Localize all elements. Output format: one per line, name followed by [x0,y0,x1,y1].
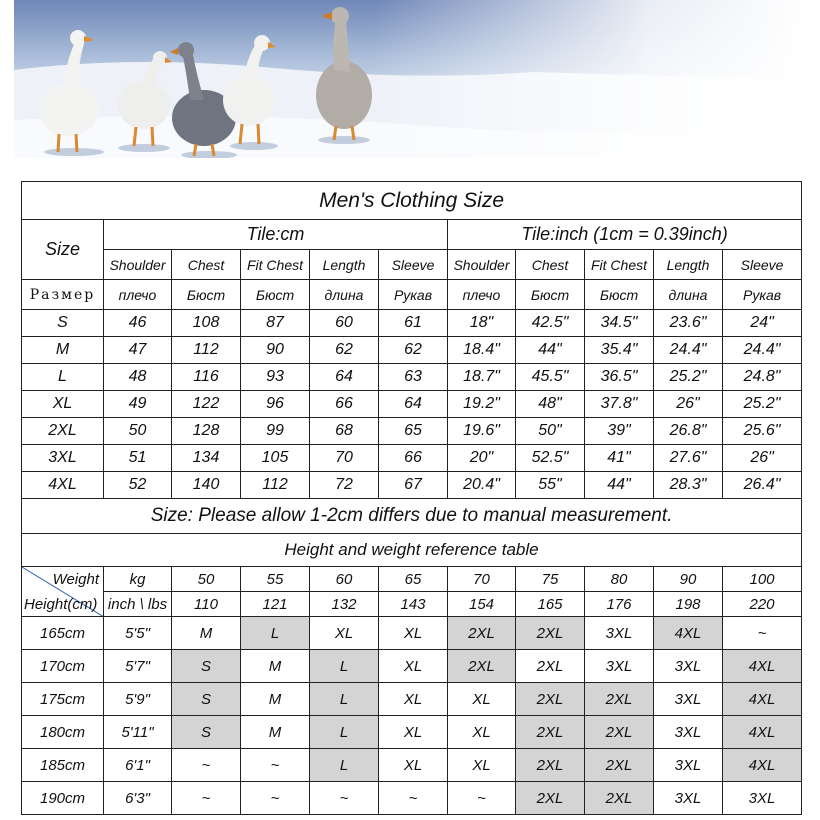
cm-value: 122 [172,391,241,418]
height-inch: 6'3" [104,782,172,815]
inch-value: 39" [585,418,654,445]
russian-size-label: Размер [22,280,104,310]
recommended-size: XL [379,749,448,782]
recommended-size: 2XL [516,782,585,815]
cm-value: 46 [104,310,172,337]
recommended-size: L [310,683,379,716]
lbs-value: 143 [379,592,448,617]
hw-row [22,617,802,650]
measurement-note: Size: Please allow 1-2cm differs due to manual measurement. [22,499,802,534]
cm-value: 116 [172,364,241,391]
lbs-value: 165 [516,592,585,617]
cm-value: 128 [172,418,241,445]
recommended-size: XL [448,683,516,716]
inch-value: 25.6" [723,418,802,445]
col-header: Length [654,250,723,280]
size-row [22,445,802,472]
hw-row [22,749,802,782]
size-header: Size [22,220,104,280]
banner-image [14,0,809,158]
recommended-size: 3XL [654,716,723,749]
height-cm: 175cm [22,683,104,716]
inch-value: 26" [723,445,802,472]
recommended-size: XL [310,617,379,650]
cm-value: 64 [310,364,379,391]
cm-value: 47 [104,337,172,364]
recommended-size: 4XL [723,650,802,683]
recommended-size: 4XL [723,716,802,749]
recommended-size: 3XL [723,782,802,815]
col-header: Chest [172,250,241,280]
height-cm: 170cm [22,650,104,683]
kg-value: 55 [241,567,310,592]
inch-value: 19.6" [448,418,516,445]
weight-height-corner [22,567,104,617]
cm-value: 50 [104,418,172,445]
col-header: Fit Chest [241,250,310,280]
inch-value: 50" [516,418,585,445]
cm-value: 72 [310,472,379,499]
inch-value: 36.5" [585,364,654,391]
inch-value: 55" [516,472,585,499]
kg-value: 70 [448,567,516,592]
cm-value: 99 [241,418,310,445]
inch-value: 24.4" [723,337,802,364]
inch-value: 27.6" [654,445,723,472]
recommended-size: 2XL [516,617,585,650]
inch-value: 25.2" [654,364,723,391]
recommended-size: ~ [172,782,241,815]
geese-photo [14,0,809,158]
cm-value: 49 [104,391,172,418]
recommended-size: ~ [310,782,379,815]
cm-value: 105 [241,445,310,472]
inch-value: 42.5" [516,310,585,337]
inch-value: 35.4" [585,337,654,364]
col-header: Sleeve [723,250,802,280]
cm-value: 61 [379,310,448,337]
col-header: Sleeve [379,250,448,280]
recommended-size: 2XL [448,617,516,650]
recommended-size: S [172,683,241,716]
size-label: 3XL [22,445,104,472]
recommended-size: 2XL [585,683,654,716]
recommended-size: 2XL [448,650,516,683]
hw-row [22,683,802,716]
col-header-ru: Рукав [379,280,448,310]
cm-value: 93 [241,364,310,391]
cm-value: 67 [379,472,448,499]
col-header: Fit Chest [585,250,654,280]
cm-value: 48 [104,364,172,391]
height-label: Height(cm) [24,596,98,613]
recommended-size: 2XL [516,683,585,716]
recommended-size: M [241,716,310,749]
recommended-size: ~ [723,617,802,650]
height-inch: 6'1" [104,749,172,782]
recommended-size: 3XL [654,683,723,716]
inch-value: 23.6" [654,310,723,337]
recommended-size: XL [379,683,448,716]
inch-value: 48" [516,391,585,418]
kg-value: 60 [310,567,379,592]
size-table [21,181,802,534]
inch-value: 25.2" [723,391,802,418]
kg-value: 90 [654,567,723,592]
lbs-value: 220 [723,592,802,617]
hw-row [22,716,802,749]
recommended-size: M [241,683,310,716]
size-label: M [22,337,104,364]
col-header-ru: плечо [104,280,172,310]
inch-value: 45.5" [516,364,585,391]
lbs-value: 132 [310,592,379,617]
size-row [22,364,802,391]
cm-value: 140 [172,472,241,499]
size-label: 2XL [22,418,104,445]
weight-label: Weight [52,571,99,588]
col-header-ru: длина [310,280,379,310]
recommended-size: L [310,716,379,749]
recommended-size: S [172,650,241,683]
recommended-size: 3XL [654,749,723,782]
recommended-size: L [310,749,379,782]
cm-value: 66 [379,445,448,472]
cm-value: 108 [172,310,241,337]
recommended-size: ~ [448,782,516,815]
size-label: S [22,310,104,337]
lbs-label: inch \ lbs [104,592,172,617]
cm-value: 66 [310,391,379,418]
cm-value: 112 [172,337,241,364]
lbs-value: 176 [585,592,654,617]
col-header-ru: длина [654,280,723,310]
inch-value: 26" [654,391,723,418]
height-inch: 5'9" [104,683,172,716]
col-header-ru: Бюст [585,280,654,310]
inch-value: 34.5" [585,310,654,337]
recommended-size: S [172,716,241,749]
recommended-size: 2XL [585,716,654,749]
recommended-size: ~ [241,749,310,782]
height-cm: 180cm [22,716,104,749]
lbs-value: 110 [172,592,241,617]
recommended-size: 4XL [654,617,723,650]
hw-row [22,782,802,815]
recommended-size: 2XL [585,782,654,815]
kg-value: 80 [585,567,654,592]
inch-value: 44" [585,472,654,499]
inch-value: 24.4" [654,337,723,364]
recommended-size: 2XL [516,716,585,749]
inch-value: 20" [448,445,516,472]
recommended-size: XL [379,716,448,749]
col-header: Shoulder [448,250,516,280]
kg-label: kg [104,567,172,592]
size-row [22,310,802,337]
height-inch: 5'7" [104,650,172,683]
col-header-ru: Бюст [241,280,310,310]
inch-value: 20.4" [448,472,516,499]
cm-value: 64 [379,391,448,418]
col-header: Length [310,250,379,280]
size-label: XL [22,391,104,418]
size-row [22,337,802,364]
cm-value: 63 [379,364,448,391]
hw-table-title: Height and weight reference table [22,534,802,567]
recommended-size: 2XL [516,650,585,683]
inch-header: Tile:inch (1cm = 0.39inch) [448,220,802,250]
col-header: Shoulder [104,250,172,280]
height-cm: 185cm [22,749,104,782]
cm-value: 70 [310,445,379,472]
hw-row [22,650,802,683]
height-cm: 165cm [22,617,104,650]
recommended-size: ~ [379,782,448,815]
inch-value: 37.8" [585,391,654,418]
recommended-size: ~ [241,782,310,815]
height-inch: 5'5" [104,617,172,650]
inch-value: 19.2" [448,391,516,418]
inch-value: 24" [723,310,802,337]
height-cm: 190cm [22,782,104,815]
recommended-size: L [241,617,310,650]
cm-value: 87 [241,310,310,337]
cm-value: 134 [172,445,241,472]
inch-value: 41" [585,445,654,472]
recommended-size: 3XL [654,650,723,683]
inch-value: 18.4" [448,337,516,364]
col-header-ru: Рукав [723,280,802,310]
recommended-size: M [172,617,241,650]
cm-value: 52 [104,472,172,499]
col-header-ru: плечо [448,280,516,310]
cm-value: 65 [379,418,448,445]
recommended-size: XL [379,617,448,650]
lbs-value: 154 [448,592,516,617]
recommended-size: ~ [172,749,241,782]
cm-value: 68 [310,418,379,445]
recommended-size: 4XL [723,683,802,716]
hw-rows [22,617,802,815]
cm-value: 51 [104,445,172,472]
inch-value: 18.7" [448,364,516,391]
size-row [22,391,802,418]
size-label: L [22,364,104,391]
cm-value: 62 [379,337,448,364]
inch-value: 28.3" [654,472,723,499]
recommended-size: 3XL [585,617,654,650]
inch-value: 26.8" [654,418,723,445]
kg-value: 65 [379,567,448,592]
recommended-size: 4XL [723,749,802,782]
cm-value: 90 [241,337,310,364]
lbs-value: 121 [241,592,310,617]
inch-value: 44" [516,337,585,364]
cm-header: Tile:cm [104,220,448,250]
cm-value: 62 [310,337,379,364]
recommended-size: L [310,650,379,683]
col-header-ru: Бюст [516,280,585,310]
cm-value: 96 [241,391,310,418]
lbs-value: 198 [654,592,723,617]
recommended-size: M [241,650,310,683]
size-row [22,472,802,499]
kg-value: 75 [516,567,585,592]
recommended-size: 2XL [516,749,585,782]
inch-value: 18" [448,310,516,337]
height-inch: 5'11" [104,716,172,749]
height-weight-table [21,533,802,815]
size-row [22,418,802,445]
col-header-ru: Бюст [172,280,241,310]
size-label: 4XL [22,472,104,499]
recommended-size: 3XL [654,782,723,815]
size-table-title: Men's Clothing Size [22,182,802,220]
cm-value: 112 [241,472,310,499]
recommended-size: 3XL [585,650,654,683]
recommended-size: XL [448,749,516,782]
kg-value: 100 [723,567,802,592]
recommended-size: XL [379,650,448,683]
kg-value: 50 [172,567,241,592]
inch-value: 26.4" [723,472,802,499]
recommended-size: XL [448,716,516,749]
inch-value: 52.5" [516,445,585,472]
size-rows [22,310,802,499]
col-header: Chest [516,250,585,280]
cm-value: 60 [310,310,379,337]
recommended-size: 2XL [585,749,654,782]
inch-value: 24.8" [723,364,802,391]
